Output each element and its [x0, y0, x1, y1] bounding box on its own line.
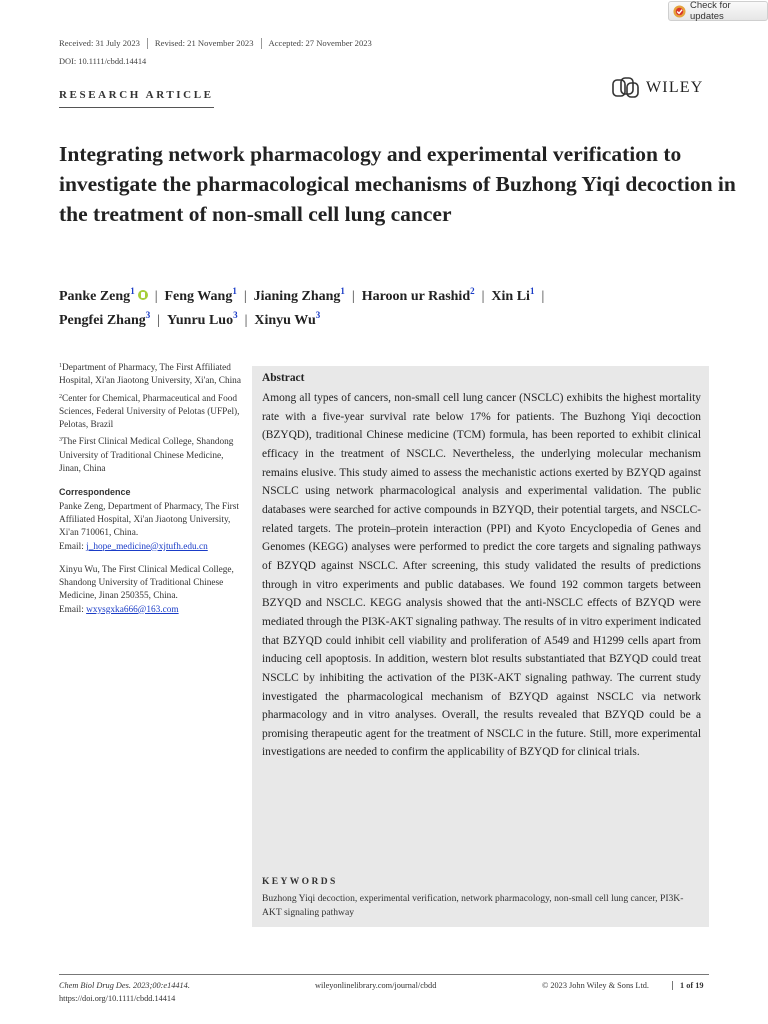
author-separator: |	[243, 289, 247, 304]
divider	[261, 38, 262, 49]
abstract-heading: Abstract	[262, 372, 305, 384]
check-for-updates-button[interactable]	[668, 1, 768, 21]
check-updates-icon	[673, 5, 686, 18]
author-separator: |	[244, 313, 248, 328]
publisher-logo	[612, 76, 704, 100]
footer-divider	[59, 974, 709, 975]
keywords-text: Buzhong Yiqi decoction, experimental verification, network pharmacology, non-small cell lung cancer, PI3K-AKT signaling pathway	[262, 893, 684, 918]
author[interactable]: Yunru Luo$^3$	[167, 310, 238, 328]
author[interactable]: Jianing Zhang$^1$	[253, 286, 345, 304]
check-for-updates-label: Check for updates	[689, 0, 731, 22]
page-number: 1 of 19	[672, 981, 704, 990]
correspondence-heading: Correspondence	[59, 487, 131, 498]
author[interactable]: Pengfei Zhang$^3$	[59, 310, 151, 328]
abstract-panel	[252, 366, 709, 927]
affiliation: $^3$The First Clinical Medical College, Shandong University of Traditional Chinese Medicine, Jinan, China	[59, 437, 234, 475]
article-type: RESEARCH ARTICLE	[59, 89, 214, 108]
revised-date: Revised: 21 November 2023	[154, 38, 254, 48]
affiliation: $^1$Department of Pharmacy, The First Affiliated Hospital, Xi'an Jiaotong University, Xi'an, China	[59, 363, 241, 387]
journal-website-link[interactable]: wileyonlinelibrary.com/journal/cbdd	[315, 981, 437, 990]
article-title: Integrating network pharmacology and experimental verification to investigate the pharmacological mechanisms of Buzhong Yiqi decoction in the treatment of non-small cell lung cancer	[59, 142, 736, 226]
author[interactable]: Xin Li$^1$	[491, 286, 535, 304]
article-dates	[59, 38, 372, 49]
accepted-date: Accepted: 27 November 2023	[268, 38, 372, 48]
affiliation: $^2$Center for Chemical, Pharmaceutical and Food Sciences, Federal University of Pelotas (UFPel), Pelotas, Brazil	[59, 393, 240, 431]
author-separator: |	[541, 289, 545, 304]
email-link[interactable]: wxysgxka666@163.com	[86, 604, 179, 615]
doi: DOI: 10.1111/cbdd.14414	[59, 57, 147, 66]
email-link[interactable]: j_hope_medicine@xjtufh.edu.cn	[86, 541, 208, 552]
author-list	[59, 285, 709, 333]
wiley-logo-icon	[612, 76, 640, 100]
author-separator: |	[351, 289, 355, 304]
author-separator: |	[157, 313, 161, 328]
copyright: © 2023 John Wiley & Sons Ltd.	[542, 981, 649, 990]
author-separator: |	[154, 289, 158, 304]
abstract-text: Among all types of cancers, non-small cell lung cancer (NSCLC) exhibits the highest mortality rate with a five-year survival rate below 17% for patients. The Buzhong Yiqi decoction (BZYQD), traditional Chinese medicine (TCM) formula, has been reported to exhibit clinical efficacy in the treatment of NSCLC. Nevertheless, the underlying molecular mechanism remains elusive. This study aimed to assess the mechanistic actions exerted by BZYQD against NSCLC using network pharmacological analysis and experimental validation. The public databases were searched for active compounds in BZYQD, their potential targets, and NSCLC-related targets. The protein–protein interaction (PPI) and Kyoto Encyclopedia of Genes and Genomes (KEGG) analyses were performed to predict the core targets and signaling pathways of BZYQD against NSCLC. After screening, this study validated the results of predictions through in vitro experiments and public databases. We found 192 common targets between BZYQD and NSCLC. KEGG analysis showed that the anti-NSCLC effects of BZYQD were mediated through the PI3K-AKT signaling pathway. The results of in vitro experiment indicated that BZYQD could inhibit cell viability and proliferation of A549 and H1299 cells apart from inducing cell apoptosis. In addition, western blot results substantiated that BZYQD could treat NSCLC by inhibiting the activation of the PI3K-AKT signaling pathway. The current study investigated the pharmacological mechanism of BZYQD against NSCLC via network pharmacology and in vitro analyses. Overall, the results revealed that BZYQD could be a promising therapeutic agent for the treatment of NSCLC in the future. Still, more experimental investigations are needed to confirm the applicability of BZYQD for clinical trials.	[262, 392, 701, 759]
correspondence-contact: Panke Zeng, Department of Pharmacy, The First Affiliated Hospital, Xi'an Jiaotong University, Xi'an 710061, China. Email: j_hope_medicine@xjtufh.edu.cn	[59, 501, 239, 552]
author[interactable]: Xinyu Wu$^3$	[254, 310, 321, 328]
affiliations-sidebar	[59, 362, 244, 627]
doi-link[interactable]: https://doi.org/10.1111/cbdd.14414	[59, 994, 176, 1003]
author-separator: |	[481, 289, 485, 304]
divider	[147, 38, 148, 49]
author[interactable]: Haroon ur Rashid$^2$	[361, 286, 475, 304]
author[interactable]: Panke Zeng$^1$	[59, 289, 148, 304]
publisher-name: WILEY	[646, 79, 704, 96]
correspondence-contact: Xinyu Wu, The First Clinical Medical College, Shandong University of Traditional Chinese Medicine, Jinan 250355, China. Email: wxysgxka666@163.com	[59, 564, 234, 615]
keywords-heading: KEYWORDS	[262, 877, 338, 887]
orcid-icon[interactable]	[138, 290, 148, 300]
author[interactable]: Feng Wang$^1$	[164, 286, 237, 304]
received-date: Received: 31 July 2023	[59, 38, 140, 48]
journal-citation: Chem Biol Drug Des. 2023;00:e14414.	[59, 981, 190, 990]
